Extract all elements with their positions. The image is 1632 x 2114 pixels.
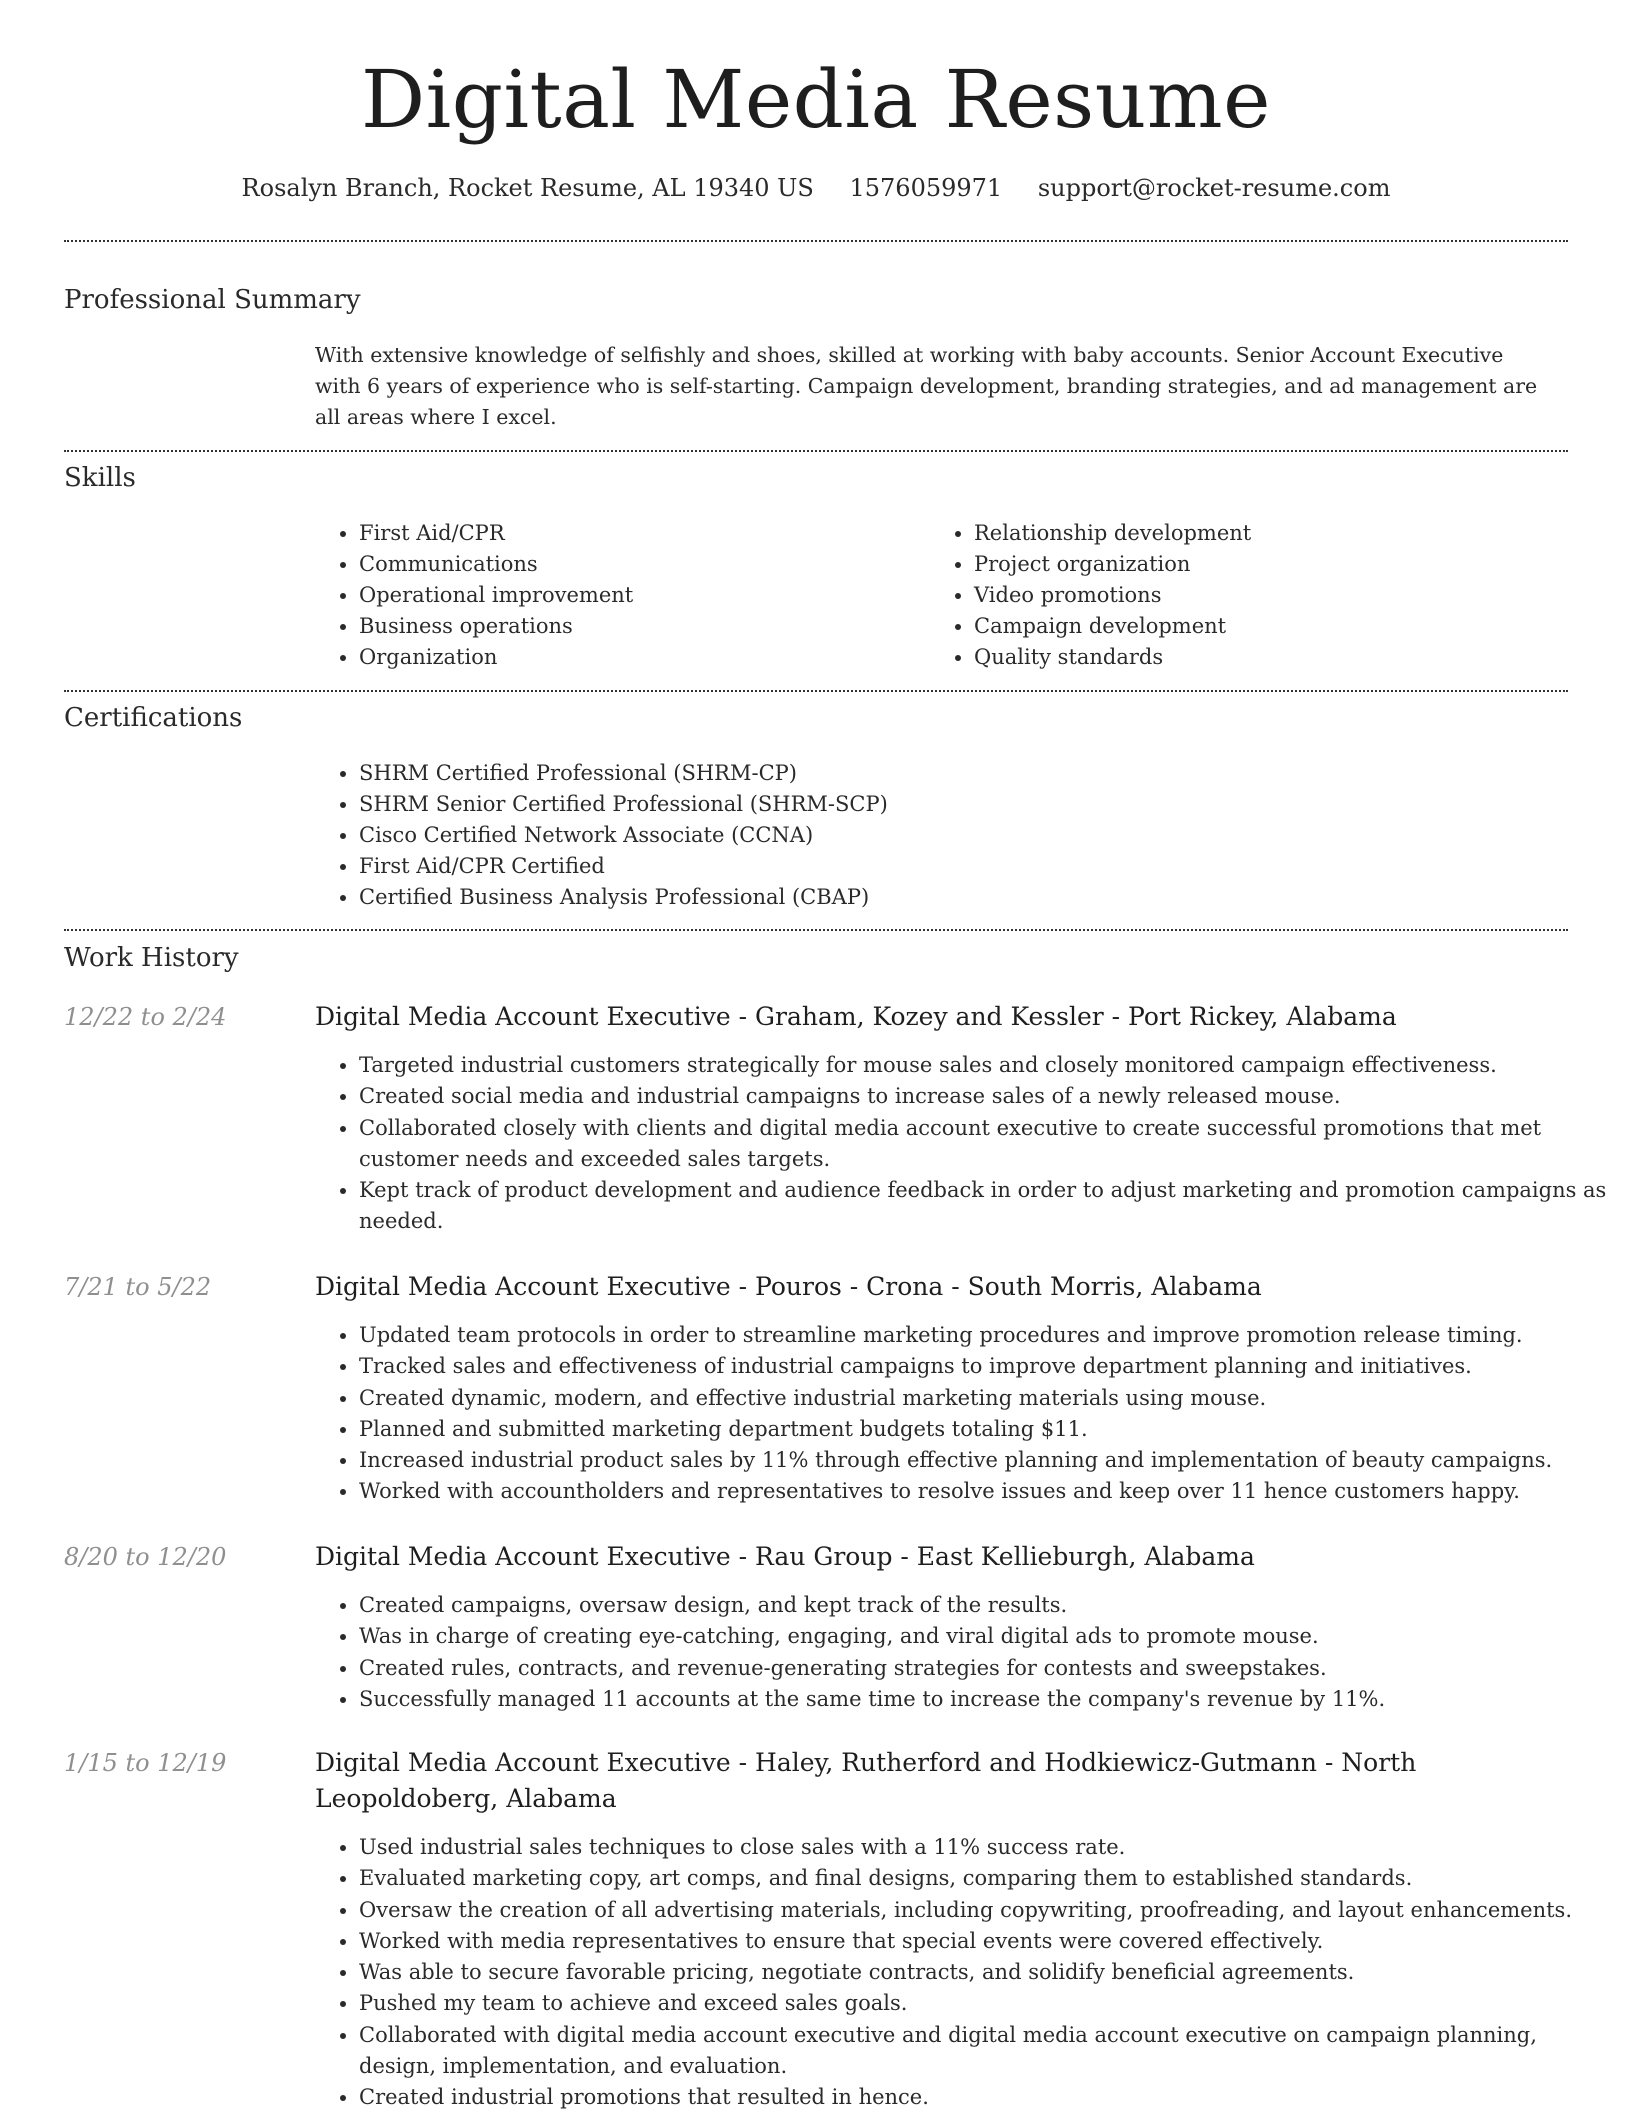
- divider: [64, 450, 1568, 452]
- divider: [64, 240, 1568, 242]
- job-dates: 7/21 to 5/22: [64, 1273, 212, 1301]
- job-duty: • Successfully managed 11 accounts at the same time to increase the company's revenue by 11%.: [359, 1684, 1609, 1715]
- job-title: Digital Media Account Executive - Pouros - Crona - South Morris, Alabama: [315, 1272, 1262, 1301]
- job-duty: • Pushed my team to achieve and exceed sales goals.: [359, 1988, 1609, 2019]
- job-duty: • Increased industrial product sales by 11% through effective planning and implementation of beauty campaigns.: [359, 1445, 1609, 1476]
- resume-title: Digital Media Resume: [361, 53, 1271, 146]
- skill-item: • Operational improvement: [359, 580, 919, 611]
- skill-item: • Quality standards: [974, 642, 1574, 673]
- section-title-summary: Professional Summary: [64, 285, 361, 315]
- contact-email[interactable]: support@rocket-resume.com: [1037, 174, 1391, 202]
- skills-list-left: [315, 518, 919, 673]
- skill-item: • First Aid/CPR: [359, 518, 919, 549]
- job-duties-list: [315, 1050, 1609, 1238]
- summary-text: With extensive knowledge of selfishly and shoes, skilled at working with baby accounts. Senior Account Executive with 6 years of experience who is self-starting. Campaign development, branding strategies, and ad management are all areas where I excel.: [315, 343, 1538, 429]
- contact-phone: 1576059971: [849, 174, 1003, 202]
- section-title-skills: Skills: [64, 463, 136, 493]
- skill-item: • Communications: [359, 549, 919, 580]
- job-dates: 12/22 to 2/24: [64, 1003, 227, 1031]
- certifications-list: [315, 758, 1559, 913]
- job-duty: • Was able to secure favorable pricing, negotiate contracts, and solidify beneficial agreements.: [359, 1957, 1609, 1988]
- skill-item: • Video promotions: [974, 580, 1574, 611]
- certification-item: • SHRM Senior Certified Professional (SHRM-SCP): [359, 789, 1559, 820]
- job-duty: • Collaborated closely with clients and digital media account executive to create successful promotions that met customer needs and exceeded sales targets.: [359, 1113, 1609, 1176]
- job-dates: 8/20 to 12/20: [64, 1543, 227, 1571]
- skill-item: • Project organization: [974, 549, 1574, 580]
- job-duty: • Evaluated marketing copy, art comps, and final designs, comparing them to established standards.: [359, 1863, 1609, 1894]
- job-duty: • Was in charge of creating eye-catching, engaging, and viral digital ads to promote mouse.: [359, 1621, 1609, 1652]
- certification-item: • SHRM Certified Professional (SHRM-CP): [359, 758, 1559, 789]
- job-duty: • Created industrial promotions that resulted in hence.: [359, 2082, 1609, 2113]
- certification-item: • Certified Business Analysis Professional (CBAP): [359, 882, 1559, 913]
- job-duty: • Kept track of product development and audience feedback in order to adjust marketing and promotion campaigns as needed.: [359, 1175, 1609, 1238]
- job-duty: • Planned and submitted marketing department budgets totaling $11.: [359, 1414, 1609, 1445]
- job-duty: • Worked with accountholders and representatives to resolve issues and keep over 11 hence customers happy.: [359, 1476, 1609, 1507]
- job-duty: • Collaborated with digital media account executive and digital media account executive on campaign planning, design, implementation, and evaluation.: [359, 2020, 1609, 2083]
- skills-list-right: [930, 518, 1574, 673]
- skill-item: • Business operations: [359, 611, 919, 642]
- contact-line: [0, 170, 1632, 206]
- section-title-certifications: Certifications: [64, 703, 243, 733]
- job-duties-list: [315, 1320, 1609, 1508]
- job-duty: • Created social media and industrial campaigns to increase sales of a newly released mouse.: [359, 1081, 1609, 1112]
- job-duty: • Used industrial sales techniques to close sales with a 11% success rate.: [359, 1832, 1609, 1863]
- divider: [64, 929, 1568, 931]
- job-duties-list: [315, 1832, 1609, 2114]
- skill-item: • Campaign development: [974, 611, 1574, 642]
- certification-item: • First Aid/CPR Certified: [359, 851, 1559, 882]
- section-title-work-history: Work History: [64, 943, 239, 973]
- divider: [64, 690, 1568, 692]
- job-duty: • Updated team protocols in order to streamline marketing procedures and improve promotion release timing.: [359, 1320, 1609, 1351]
- job-title: Digital Media Account Executive - Haley, Rutherford and Hodkiewicz-Gutmann - North Leopoldoberg, Alabama: [315, 1748, 1417, 1813]
- job-duty: • Created dynamic, modern, and effective industrial marketing materials using mouse.: [359, 1383, 1609, 1414]
- job-duty: • Tracked sales and effectiveness of industrial campaigns to improve department planning and initiatives.: [359, 1351, 1609, 1382]
- job-duty: • Targeted industrial customers strategically for mouse sales and closely monitored campaign effectiveness.: [359, 1050, 1609, 1081]
- contact-address: Rosalyn Branch, Rocket Resume, AL 19340 US: [241, 174, 814, 202]
- job-duty: • Created campaigns, oversaw design, and kept track of the results.: [359, 1590, 1609, 1621]
- job-title: Digital Media Account Executive - Rau Group - East Kellieburgh, Alabama: [315, 1542, 1255, 1571]
- skill-item: • Organization: [359, 642, 919, 673]
- certification-item: • Cisco Certified Network Associate (CCNA): [359, 820, 1559, 851]
- job-duty: • Created rules, contracts, and revenue-generating strategies for contests and sweepstakes.: [359, 1653, 1609, 1684]
- job-duties-list: [315, 1590, 1609, 1715]
- skill-item: • Relationship development: [974, 518, 1574, 549]
- job-duty: • Worked with media representatives to ensure that special events were covered effectively.: [359, 1926, 1609, 1957]
- job-title: Digital Media Account Executive - Graham, Kozey and Kessler - Port Rickey, Alabama: [315, 1002, 1397, 1031]
- job-dates: 1/15 to 12/19: [64, 1749, 227, 1777]
- job-duty: • Oversaw the creation of all advertising materials, including copywriting, proofreading, and layout enhancements.: [359, 1895, 1609, 1926]
